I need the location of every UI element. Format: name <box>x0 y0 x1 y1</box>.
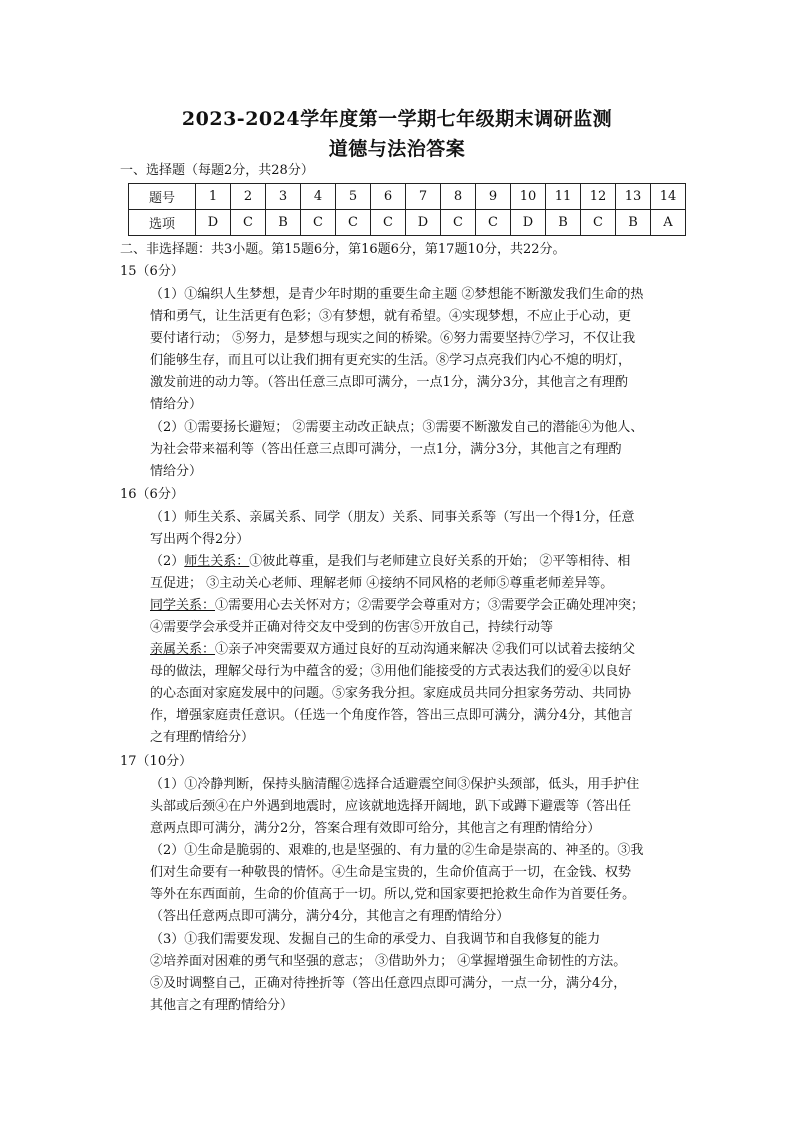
answer-cell: A <box>651 210 686 236</box>
question-number: 5 <box>336 184 371 210</box>
answer-text: ①亲子冲突需要双方通过良好的互动沟通来解决 ②我们可以试着去接纳父 <box>215 642 636 657</box>
question-number: 4 <box>301 184 336 210</box>
answer-cell: C <box>231 210 266 236</box>
answer-line: 情给分） <box>150 464 203 479</box>
teacher-relation-label: 师生关系： <box>184 554 250 569</box>
answer-line: 情和勇气，让生活更有色彩；③有梦想，就有希望。④实现梦想，不应止于心动，更 <box>150 309 632 324</box>
question-17-heading: 17（10分） <box>120 754 193 769</box>
answer-cell: D <box>406 210 441 236</box>
answer-line: 之有理酌情给分） <box>150 730 255 745</box>
answer-cell: C <box>441 210 476 236</box>
answer-line: 写出两个得2分） <box>150 532 250 547</box>
answer-text: ①彼此尊重，是我们与老师建立良好关系的开始； ②平等相待、相 <box>249 554 631 569</box>
document-title: 2023-2024学年度第一学期七年级期末调研监测 <box>181 108 613 130</box>
answer-line: 的心态面对家庭发展中的问题。⑤家务我分担。家庭成员共同分担家务劳动、共同协 <box>150 686 632 701</box>
answer-table <box>128 183 686 236</box>
answer-line: （答出任意两点即可满分，满分4分，其他言之有理酌情给分） <box>150 909 510 924</box>
classmate-relation-label: 同学关系： <box>150 598 216 613</box>
family-relation-label: 亲属关系： <box>150 642 216 657</box>
question-number: 7 <box>406 184 441 210</box>
question-number: 11 <box>546 184 581 210</box>
answer-row <box>129 210 686 236</box>
answer-cell: D <box>196 210 231 236</box>
answer-cell: C <box>301 210 336 236</box>
question-number: 3 <box>266 184 301 210</box>
question-number: 8 <box>441 184 476 210</box>
answer-line: 们对生命要有一种敬畏的情怀。④生命是宝贵的，生命价值高于一切，在金钱、权势 <box>150 865 632 880</box>
answer-cell: B <box>266 210 301 236</box>
section-choice-heading: 一、选择题（每题2分，共28分） <box>120 163 314 178</box>
question-number: 13 <box>616 184 651 210</box>
answer-line: （2）①需要扬长避短； ②需要主动改正缺点；③需要不断激发自己的潜能④为他人、 <box>150 420 644 435</box>
answer-cell: B <box>546 210 581 236</box>
answer-line: 等外在东西面前，生命的价值高于一切。所以,党和国家要把抢救生命作为首要任务。 <box>150 887 636 902</box>
answer-line: （1）①冷静判断，保持头脑清醒②选择合适避震空间③保护头颈部，低头，用手护住 <box>150 777 640 792</box>
question-number: 6 <box>371 184 406 210</box>
question-number: 14 <box>651 184 686 210</box>
answer-line <box>150 551 630 573</box>
answer-line: （3）①我们需要发现、发掘自己的生命的承受力、自我调节和自我修复的能力 <box>150 932 601 947</box>
answer-line: 头部或后颈④在户外遇到地震时，应该就地选择开阔地，趴下或蹲下避震等（答出任 <box>150 799 632 814</box>
answer-line: （2）①生命是脆弱的、艰难的,也是坚强的、有力量的②生命是崇高的、神圣的。③我 <box>150 843 644 858</box>
answer-line: 们能够生存，而且可以让我们拥有更充实的生活。⑧学习点亮我们内心不熄的明灯， <box>150 353 632 368</box>
answer-line: ④需要学会承受并正确对待交友中受到的伤害⑤开放自己，持续行动等 <box>150 620 554 635</box>
question-number: 1 <box>196 184 231 210</box>
answer-text: ①需要用心去关怀对方；②需要学会尊重对方；③需要学会正确处理冲突； <box>215 598 645 613</box>
question-number: 9 <box>476 184 511 210</box>
answer-line: 母的做法，理解父母行为中蕴含的爱；③用他们能接受的方式表达我们的爱④以良好 <box>150 664 632 679</box>
row-label-answer: 选项 <box>129 210 196 236</box>
document-subtitle: 道德与法治答案 <box>328 138 466 160</box>
answer-line: 为社会带来福利等（答出任意三点即可满分，一点1分，满分3分，其他言之有理酌 <box>150 442 622 457</box>
answer-line <box>150 595 644 617</box>
answer-line: ②培养面对困难的勇气和坚强的意志； ③借助外力； ④掌握增强生命韧性的方法。 <box>150 954 627 969</box>
answer-line: ⑤及时调整自己，正确对待挫折等（答出任意四点即可满分，一点一分，满分4分， <box>150 976 627 991</box>
answer-line: 互促进； ③主动关心老师、理解老师 ④接纳不同风格的老师⑤尊重老师差异等。 <box>150 576 614 591</box>
question-number: 10 <box>511 184 546 210</box>
answer-line: 要付诸行动； ⑤努力，是梦想与现实之间的桥梁。⑥努力需要坚持⑦学习，不仅让我 <box>150 331 636 346</box>
answer-line: （1）师生关系、亲属关系、同学（朋友）关系、同事关系等（写出一个得1分，任意 <box>150 510 635 525</box>
answer-line: 作，增强家庭责任意识。（任选一个角度作答，答出三点即可满分，满分4分，其他言 <box>150 708 633 723</box>
answer-line <box>150 639 635 661</box>
question-16-heading: 16（6分） <box>120 487 184 502</box>
question-number-row <box>129 184 686 210</box>
question-number: 2 <box>231 184 266 210</box>
row-label-number: 题号 <box>129 184 196 210</box>
answer-cell: B <box>616 210 651 236</box>
answer-cell: C <box>476 210 511 236</box>
item-number: （2） <box>150 554 185 569</box>
answer-cell: D <box>511 210 546 236</box>
answer-cell: C <box>336 210 371 236</box>
answer-line: 激发前进的动力等。（答出任意三点即可满分，一点1分，满分3分，其他言之有理酌 <box>150 375 629 390</box>
answer-cell: C <box>371 210 406 236</box>
answer-cell: C <box>581 210 616 236</box>
section-essay-heading: 二、非选择题：共3小题。第15题6分，第16题6分，第17题10分，共22分。 <box>120 242 566 257</box>
answer-line: 其他言之有理酌情给分） <box>150 998 294 1013</box>
answer-line: 意两点即可满分，满分2分，答案合理有效即可给分，其他言之有理酌情给分） <box>150 821 601 836</box>
answer-line: （1）①编织人生梦想，是青少年时期的重要生命主题 ②梦想能不断激发我们生命的热 <box>150 287 644 302</box>
question-15-heading: 15（6分） <box>120 264 184 279</box>
answer-line: 情给分） <box>150 397 203 412</box>
question-number: 12 <box>581 184 616 210</box>
